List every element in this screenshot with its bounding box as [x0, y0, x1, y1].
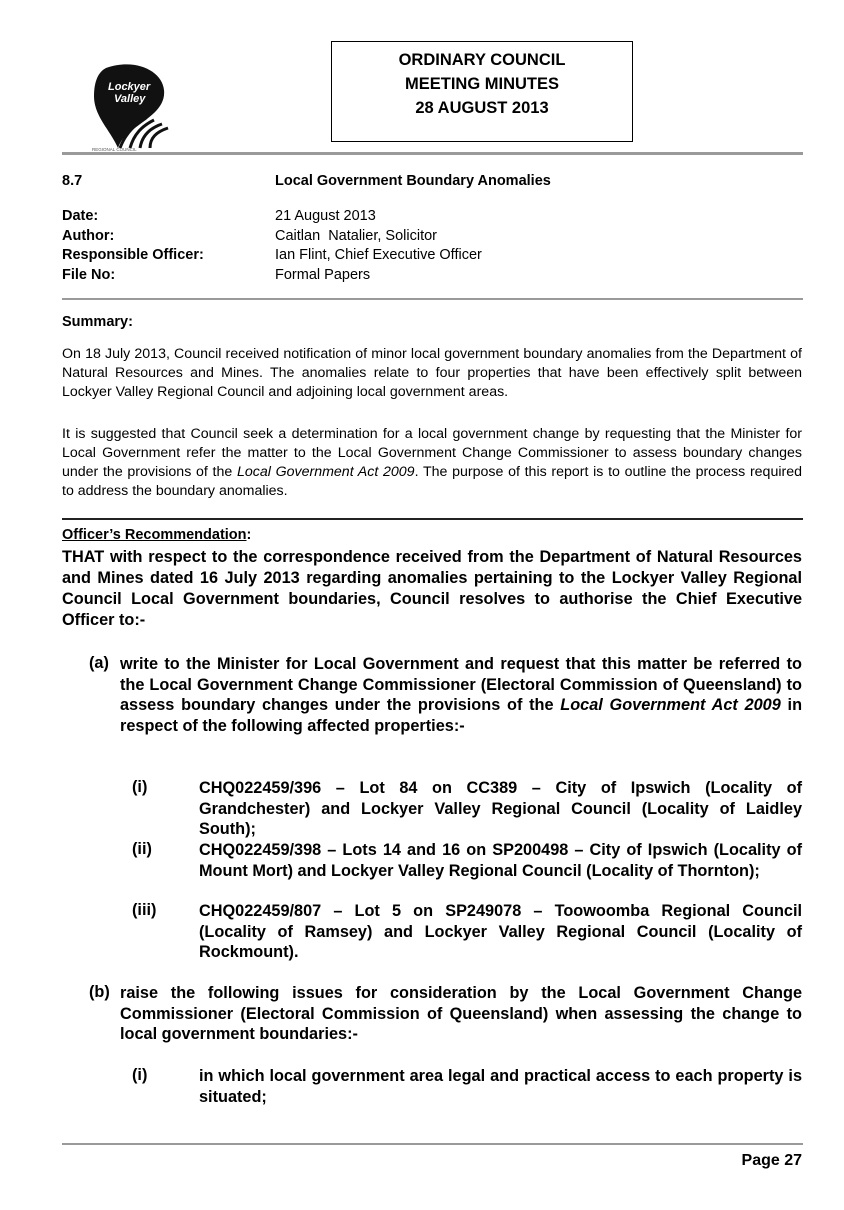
meta-divider: [62, 298, 803, 300]
meta-label: Author:: [62, 227, 115, 244]
title-line-3: 28 AUGUST 2013: [415, 99, 549, 117]
item-meta: [62, 207, 482, 285]
meta-value: Ian Flint, Chief Executive Officer: [275, 247, 482, 263]
meta-row-responsible-officer: [62, 246, 482, 266]
page-number: Page 27: [741, 1152, 802, 1169]
sub-item-text: CHQ022459/398 – Lots 14 and 16 on SP200498 – City of Ipswich (Locality of Mount Mort) and Lockyer Valley Regional Council (Locality of Thornton);: [199, 841, 802, 880]
meta-row-date: [62, 207, 482, 227]
title-line-2: MEETING MINUTES: [404, 75, 559, 93]
act-title: Local Government Act 2009: [236, 464, 415, 480]
summary-p2-text: It is suggested that Council seek a determination for a local government change by requesting that the Minister for Local Government refer the matter to the Local Government Change Commissioner to assess boundary changes under the provisions of the: [62, 426, 802, 480]
sub-item-label: (i): [132, 1066, 148, 1084]
sub-item-text: CHQ022459/396 – Lot 84 on CC389 – City of Ipswich (Locality of Grandchester) and Lockyer Valley Regional Council (Locality of Laidley South);: [199, 779, 802, 838]
recommendation-body: THAT with respect to the correspondence received from the Department of Natural Resources and Mines dated 16 July 2013 regarding anomalies pertaining to the Lockyer Valley Regional Council Local Government boundaries, Council resolves to authorise the Chief Executive Officer to:-: [62, 548, 802, 629]
recommendation-heading-text: Officer’s Recommendation: [62, 527, 247, 543]
sub-item-label: (i): [132, 778, 148, 796]
meta-row-author: [62, 227, 482, 247]
logo-text-2: Valley: [114, 93, 146, 105]
item-a-text-part: write to the Minister for Local Government and request that this matter be referred to the Local Government Change Commissioner (Electoral Commission of Queensland) to assess boundary changes under the provisions of the: [120, 655, 802, 714]
sub-item-text: CHQ022459/807 – Lot 5 on SP249078 – Toowoomba Regional Council (Locality of Ramsey) and Lockyer Valley Regional Council (Locality of Rockmount).: [199, 902, 802, 961]
summary-heading: Summary:: [62, 314, 133, 330]
item-b-label: (b): [89, 983, 110, 1001]
title-line-1: ORDINARY COUNCIL: [398, 51, 566, 69]
meta-label: Date:: [62, 208, 99, 224]
sub-item-label: (iii): [132, 901, 157, 919]
item-title: Local Government Boundary Anomalies: [275, 173, 551, 189]
logo-text-1: Lockyer: [108, 81, 151, 93]
meta-label: File No:: [62, 266, 116, 283]
item-a-text: [120, 654, 802, 736]
meta-value: 21 August 2013: [275, 208, 376, 224]
meta-value: Caitlan Natalier, Solicitor: [275, 227, 437, 244]
item-a-label: (a): [89, 654, 109, 672]
recommendation-divider: [62, 518, 803, 520]
meeting-title-box: [331, 41, 633, 142]
summary-paragraph-1: On 18 July 2013, Council received notification of minor local government boundary anomalies from the Department of Natural Resources and Mines. The anomalies relate to four properties that have been effectively split between Lockyer Valley Regional Council and adjoining local government areas.: [62, 346, 802, 400]
header-divider: [62, 152, 803, 155]
item-number: 8.7: [62, 173, 83, 189]
footer-divider: [62, 1143, 803, 1145]
meta-label: Responsible Officer:: [62, 247, 204, 263]
meta-value: Formal Papers: [275, 266, 371, 283]
sub-item-text: in which local government area legal and practical access to each property is situated;: [199, 1067, 802, 1106]
recommendation-heading-colon: :: [246, 527, 252, 543]
summary-p2-text: . The purpose of this report is to outline the process required to address the boundary anomalies.: [62, 464, 802, 499]
act-title: Local Government Act 2009: [560, 696, 781, 714]
item-b-text: raise the following issues for consideration by the Local Government Change Commissioner (Electoral Commission of Queensland) when assessing the change to local government boundaries:-: [120, 984, 802, 1043]
recommendation-heading: [62, 527, 251, 543]
lockyer-valley-logo: [84, 60, 194, 152]
sub-item-label: (ii): [132, 840, 152, 858]
item-a-text-part: in respect of the following affected properties:-: [120, 696, 803, 735]
summary-paragraph-2: [62, 425, 802, 501]
meta-row-file-no: [62, 266, 482, 286]
logo-caption: REGIONAL COUNCIL: [92, 147, 137, 152]
